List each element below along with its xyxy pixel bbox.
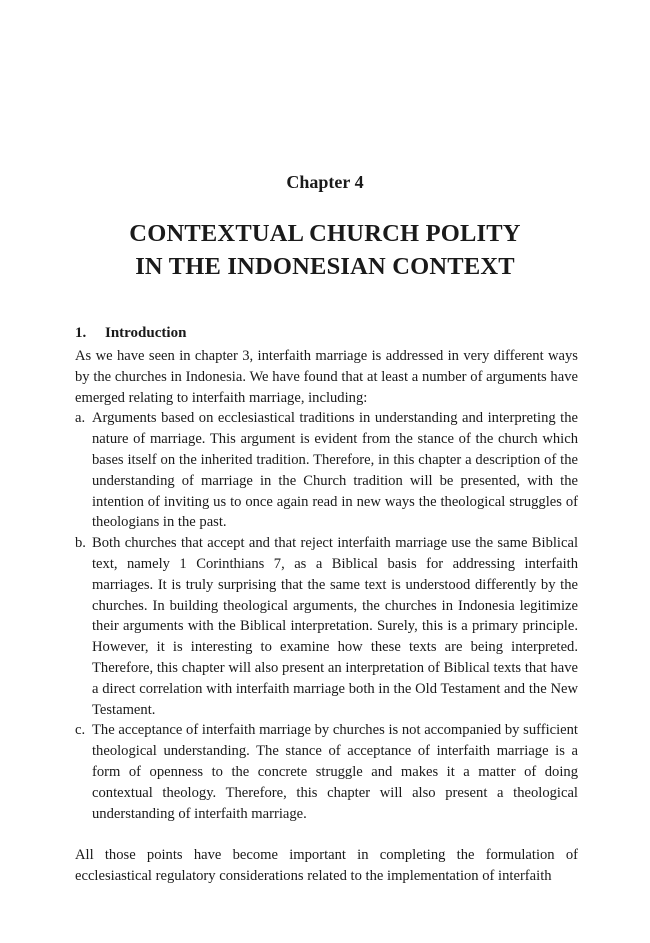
- section-number: 1.: [75, 325, 87, 341]
- list-item-text: Arguments based on ecclesiastical traditions in understanding and interpreting the nature of marriage. This argument is evident from the stance of the church which bases itself on the inherited tradition. Therefore, in this chapter a description of the understanding of marriage in the Church tradition will be presented, with the intention of inviting us to once again read in new ways the theological struggles of theologians in the past.: [92, 410, 578, 531]
- list-marker: c.: [75, 722, 86, 739]
- section-heading: [75, 322, 578, 344]
- list-item-text: The acceptance of interfaith marriage by churches is not accompanied by sufficient theological understanding. The stance of acceptance of interfaith marriage is a form of openness to the concrete struggle and makes it a matter of doing contextual theology. Therefore, this chapter will also present a theological understanding of interfaith marriage.: [92, 722, 578, 822]
- list-item: [75, 408, 578, 533]
- list-marker: a.: [75, 410, 86, 427]
- list-marker: b.: [75, 535, 86, 552]
- section-title: Introduction: [105, 325, 187, 341]
- chapter-title-line-2: IN THE INDONESIAN CONTEXT: [135, 253, 515, 280]
- chapter-title-line-1: CONTEXTUAL CHURCH POLITY: [129, 220, 521, 247]
- list-item: [75, 720, 578, 824]
- chapter-label: Chapter 4: [286, 172, 364, 192]
- closing-paragraph: All those points have become important in completing the formulation of ecclesiastical regulatory considerations related to the implementation of interfaith: [75, 847, 578, 885]
- argument-list: [75, 408, 578, 824]
- list-item-text: Both churches that accept and that reject interfaith marriage use the same Biblical text, namely 1 Corinthians 7, as a Biblical basis for addressing interfaith marriages. It is truly surprising that the same text is understood differently by the churches. In building theological arguments, the churches in Indonesia legitimize their arguments with the Biblical interpretation. Surely, this is a primary principle. However, it is interesting to examine how these texts are being interpreted. Therefore, this chapter will also present an interpretation of Biblical texts that have a direct correlation with interfaith marriage both in the Old Testament and the New Testament.: [92, 535, 578, 718]
- body-text: [75, 322, 578, 887]
- intro-paragraph: As we have seen in chapter 3, interfaith marriage is addressed in very different ways by the churches in Indonesia. We have found that at least a number of arguments have emerged relating to interfaith marriage, including:: [75, 348, 578, 406]
- chapter-title: [0, 217, 650, 283]
- list-item: [75, 533, 578, 720]
